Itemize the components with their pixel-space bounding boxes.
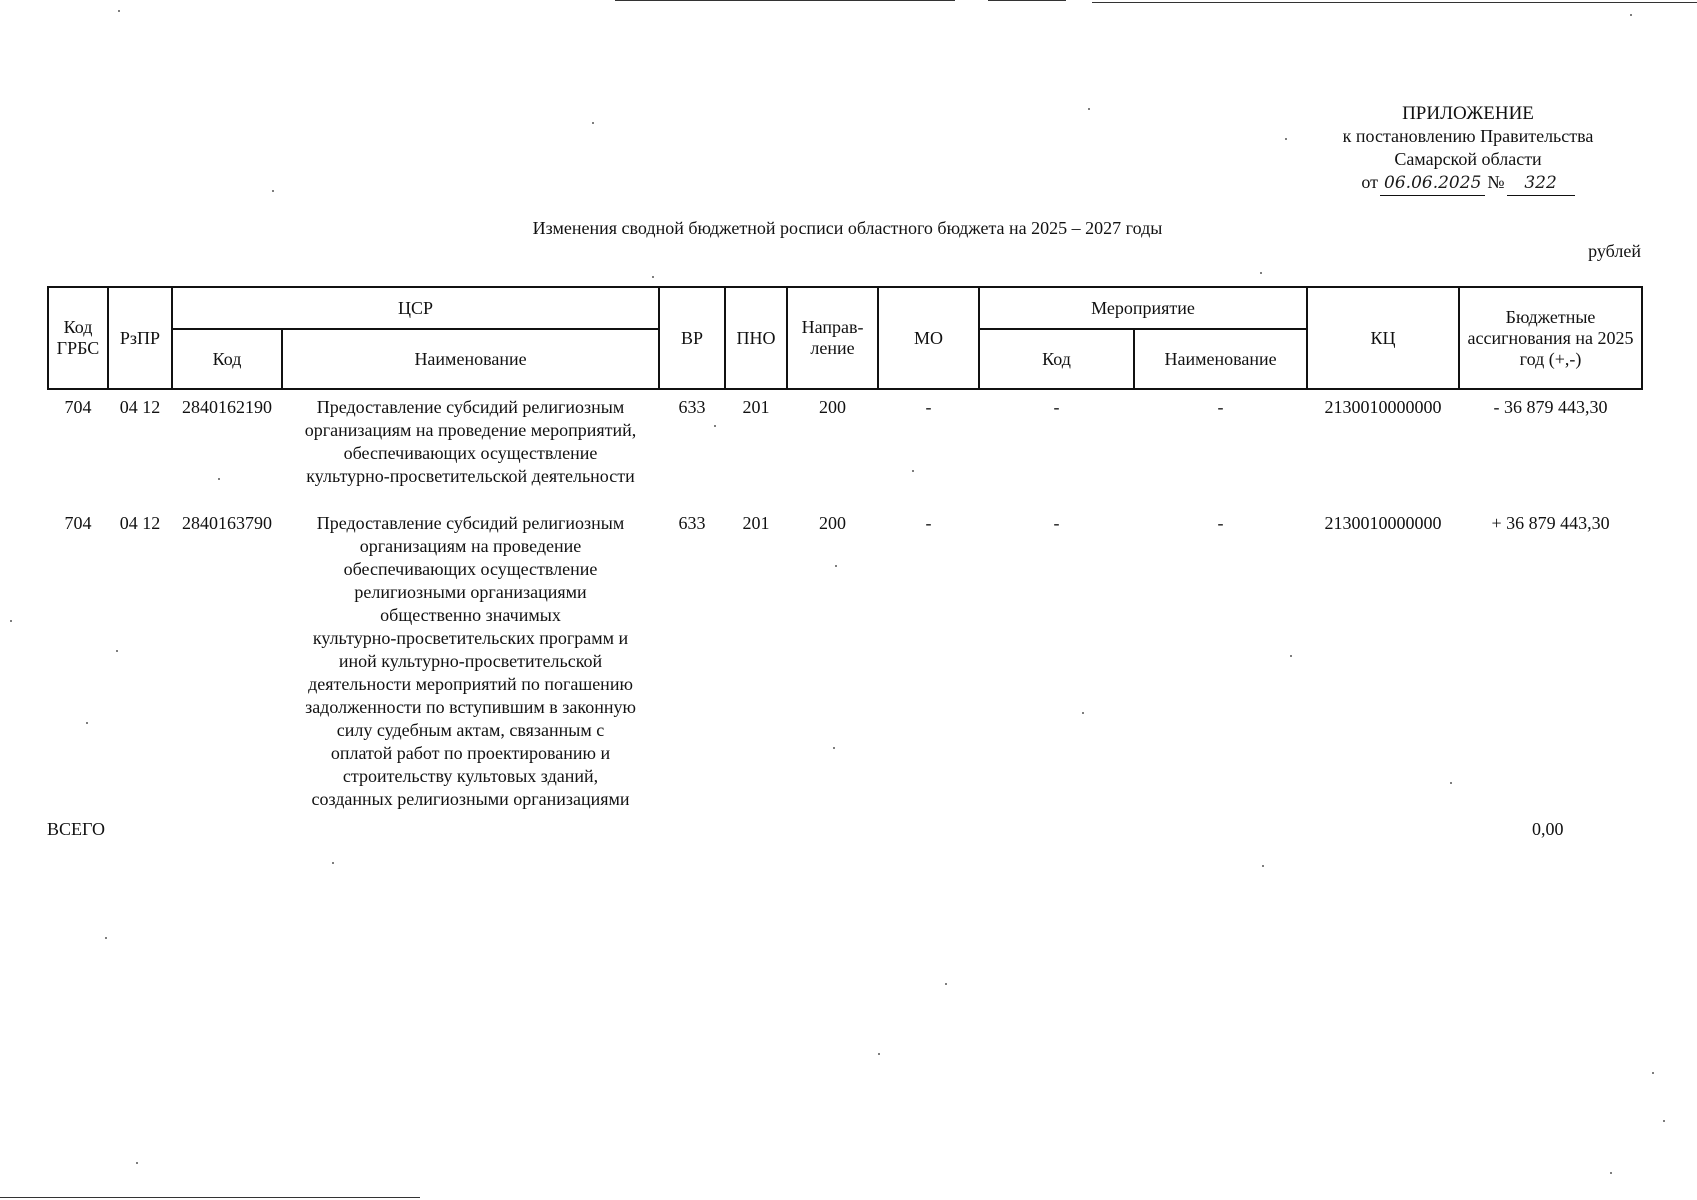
- name-line: культурно-просветительских программ и: [312, 628, 629, 648]
- scan-speck: [1652, 1072, 1654, 1074]
- appendix-date-line: [1318, 171, 1618, 196]
- cell-mer-kod: -: [1053, 513, 1060, 533]
- units-label: рублей: [1588, 241, 1641, 261]
- name-line: строительству культовых зданий,: [342, 766, 599, 786]
- handwritten-date: 06.06.2025: [1380, 172, 1485, 196]
- name-line: иной культурно-просветительской: [338, 651, 603, 671]
- scan-speck: [912, 470, 914, 472]
- header-csr: ЦСР: [172, 287, 659, 329]
- cell-pno: 201: [742, 513, 770, 533]
- scan-speck: [1290, 655, 1292, 657]
- name-line: обеспечивающих осуществление: [343, 559, 598, 579]
- scan-speck: [714, 425, 716, 427]
- scan-speck: [218, 478, 220, 480]
- header-meropriyatie: Мероприятие: [979, 287, 1307, 329]
- cell-kc: 2130010000000: [1324, 513, 1442, 533]
- scan-speck: [1260, 272, 1262, 274]
- cell-mo: -: [925, 513, 932, 533]
- header-kc: КЦ: [1307, 287, 1459, 389]
- cell-kod-grbs: 704: [64, 397, 92, 417]
- scan-speck: [105, 937, 107, 939]
- header-mo: МО: [878, 287, 979, 389]
- scan-speck: [835, 565, 837, 567]
- scan-speck: [1082, 712, 1084, 714]
- scan-speck: [272, 190, 274, 192]
- header-budget: Бюджетные ассигнования на 2025 год (+,-): [1459, 287, 1642, 389]
- number-prefix: №: [1487, 172, 1505, 192]
- cell-kc: 2130010000000: [1324, 397, 1442, 417]
- cell-csr-name: [282, 389, 659, 506]
- header-pno: ПНО: [725, 287, 787, 389]
- cell-rzpr: 04 12: [119, 513, 161, 533]
- cell-kod-grbs: 704: [64, 513, 92, 533]
- scan-speck: [1262, 865, 1264, 867]
- table-row: [48, 389, 1642, 506]
- scan-speck: [652, 276, 654, 278]
- cell-mer-name: -: [1217, 397, 1224, 417]
- name-line: обеспечивающих осуществление: [343, 443, 598, 463]
- name-line: оплатой работ по проектированию и: [330, 743, 611, 763]
- scan-edge-bottom: [0, 1197, 420, 1198]
- scan-speck: [1088, 108, 1090, 110]
- scan-edge-top-3: [1092, 2, 1697, 3]
- name-line: культурно-просветительской деятельности: [306, 466, 635, 486]
- name-line: созданных религиозными организациями: [311, 789, 630, 809]
- name-line: деятельности мероприятий по погашению: [308, 674, 633, 694]
- scan-speck: [118, 10, 120, 12]
- header-rzpr: РзПР: [108, 287, 172, 389]
- cell-napravlenie: 200: [819, 513, 847, 533]
- name-line: силу судебным актам, связанным с: [336, 720, 605, 740]
- cell-mo: -: [925, 397, 932, 417]
- scan-speck: [1285, 138, 1287, 140]
- scan-speck: [332, 862, 334, 864]
- appendix-line-resolution: к постановлению Правительства: [1342, 126, 1594, 146]
- handwritten-number: 322: [1507, 172, 1575, 196]
- document-title: [0, 218, 1696, 239]
- header-mer-kod: Код: [979, 329, 1134, 389]
- name-line: общественно значимых: [380, 605, 561, 625]
- scan-speck: [1450, 782, 1452, 784]
- name-line: религиозными организациями: [354, 582, 587, 602]
- cell-mer-name: -: [1217, 513, 1224, 533]
- scan-speck: [116, 650, 118, 652]
- scan-speck: [1663, 1120, 1665, 1122]
- table-body: [48, 389, 1642, 818]
- appendix-block: [1318, 102, 1618, 196]
- name-line: организациям на проведение: [359, 536, 582, 556]
- name-line: организациям на проведение мероприятий,: [304, 420, 637, 440]
- table-header: [48, 287, 1642, 389]
- cell-csr-kod: 2840162190: [182, 397, 272, 417]
- scan-speck: [945, 983, 947, 985]
- name-line: задолженности по вступившим в законную: [305, 697, 636, 717]
- name-line: Предоставление субсидий религиозным: [316, 397, 625, 417]
- header-vr: ВР: [659, 287, 725, 389]
- cell-amount: - 36 879 443,30: [1493, 397, 1608, 417]
- appendix-heading: ПРИЛОЖЕНИЕ: [1402, 103, 1534, 124]
- header-csr-name: Наименование: [282, 329, 659, 389]
- scan-speck: [592, 122, 594, 124]
- cell-amount: + 36 879 443,30: [1491, 513, 1610, 533]
- scan-edge-top-2: [988, 0, 1066, 1]
- date-prefix: от: [1361, 172, 1379, 192]
- cell-rzpr: 04 12: [119, 397, 161, 417]
- document-title-text: Изменения сводной бюджетной росписи областного бюджета на 2025 – 2027 годы: [532, 218, 1163, 238]
- name-line: Предоставление субсидий религиозным: [316, 513, 625, 533]
- scan-speck: [136, 1162, 138, 1164]
- cell-mer-kod: -: [1053, 397, 1060, 417]
- cell-csr-kod: 2840163790: [182, 513, 272, 533]
- scan-speck: [86, 722, 88, 724]
- cell-pno: 201: [742, 397, 770, 417]
- cell-vr: 633: [678, 513, 706, 533]
- header-kod-grbs: Код ГРБС: [48, 287, 108, 389]
- scan-speck: [1610, 1172, 1612, 1174]
- cell-napravlenie: 200: [819, 397, 847, 417]
- header-csr-kod: Код: [172, 329, 282, 389]
- total-value: 0,00: [1532, 819, 1564, 839]
- budget-changes-table: [47, 286, 1643, 818]
- header-mer-name: Наименование: [1134, 329, 1307, 389]
- scan-speck: [1630, 14, 1632, 16]
- scan-speck: [833, 747, 835, 749]
- header-napravlenie: Направ-ление: [787, 287, 878, 389]
- total-label: ВСЕГО: [47, 819, 105, 839]
- scan-speck: [878, 1053, 880, 1055]
- scan-speck: [10, 620, 12, 622]
- scan-edge-top-1: [615, 0, 955, 1]
- table-row: [48, 506, 1642, 818]
- cell-vr: 633: [678, 397, 706, 417]
- cell-csr-name: [282, 506, 659, 818]
- appendix-line-region: Самарской области: [1394, 149, 1542, 169]
